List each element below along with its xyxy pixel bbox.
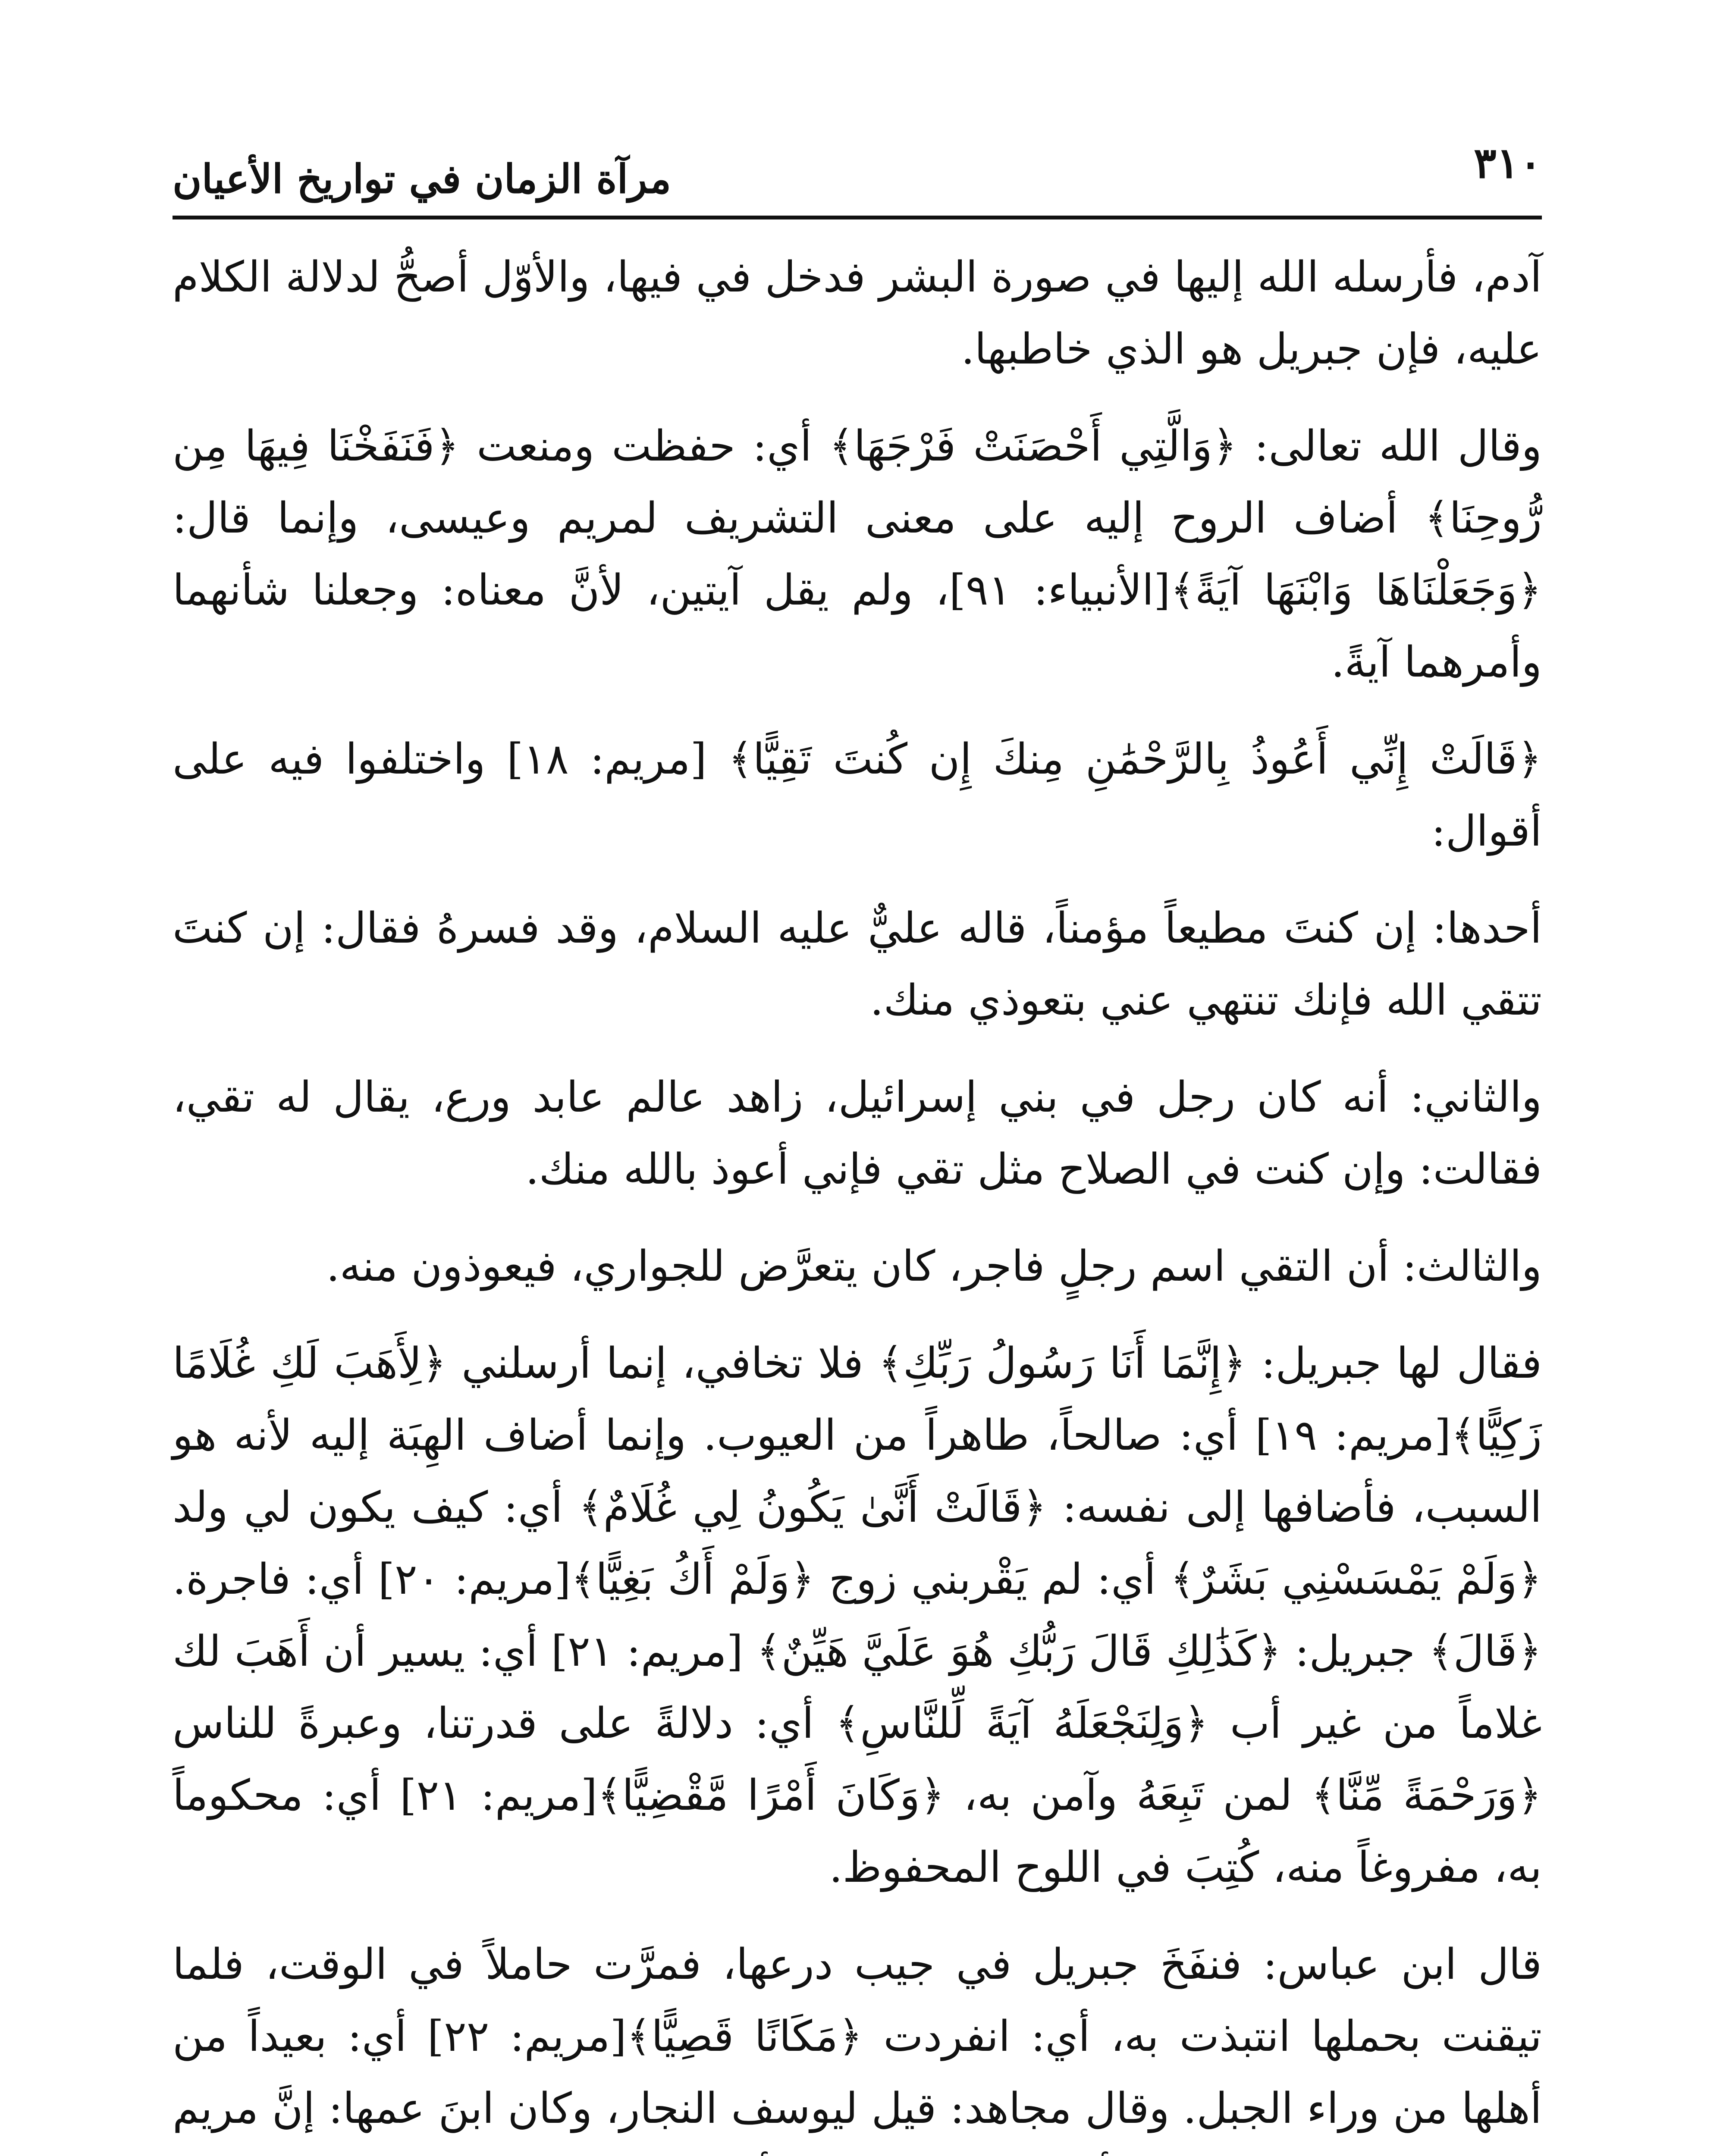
running-title: مرآة الزمان في تواريخ الأعيان [173, 156, 672, 202]
paragraph: قال ابن عباس: فنفَخَ جبريل في جيب درعها، فمرَّت حاملاً في الوقت، فلما تيقنت بحملها انتبذت به، أي: انفردت ﴿مَكَانًا قَصِيًّا﴾[مريم: ٢٢] أي: بعيداً من أهلها من وراء الجبل. وقال مجاهد: قيل ليوسف النجار، وكان ابنَ عمها: إنَّ مريم [173, 1940, 1542, 2133]
paragraph: أحدها: إن كنتَ مطيعاً مؤمناً، قاله عليٌّ عليه السلام، وقد فسرهُ فقال: إن كنتَ تتقي الله فإنك تنتهي عني بتعوذي منك. [173, 904, 1542, 1025]
paragraph: آدم، فأرسله الله إليها في صورة البشر فدخل في فيها، والأوّل أصحُّ لدلالة الكلام عليه، فإن جبريل هو الذي خاطبها. [173, 253, 1542, 374]
paragraph: والثاني: أنه كان رجل في بني إسرائيل، زاهد عالم عابد ورع، يقال له تقي، فقالت: وإن كنت في الصلاح مثل تقي فإني أعوذ بالله منك. [173, 1073, 1542, 1194]
paragraph: وقال الله تعالى: ﴿وَالَّتِي أَحْصَنَتْ فَرْجَهَا﴾ أي: حفظت ومنعت ﴿فَنَفَخْنَا فِيهَا مِن رُّوحِنَا﴾ أضاف الروح إليه على معنى التشريف لمريم وعيسى، وإنما قال: ﴿وَجَعَلْنَاهَا وَابْنَهَا آيَةً﴾[الأنبياء: ٩١]، ولم يقل آيتين، لأنَّ معناه: وجعلنا شأنهما وأمرهما آيةً. [173, 422, 1542, 687]
paragraph: فقال لها جبريل: ﴿إِنَّمَا أَنَا رَسُولُ رَبِّكِ﴾ فلا تخافي، إنما أرسلني ﴿لِأَهَبَ لَكِ غُلَامًا زَكِيًّا﴾[مريم: ١٩] أي: صالحاً، طاهراً من العيوب. وإنما أضاف الهِبَة إليه لأنه هو السبب، فأضافها إلى نفسه: ﴿قَالَتْ أَنَّىٰ يَكُونُ لِي غُلَامٌ﴾ أي: كيف يكون لي ولد ﴿وَلَمْ يَمْسَسْنِي بَشَرٌ﴾ أي: لم يَقْربني زوج ﴿وَلَمْ أَكُ بَغِيًّا﴾[مريم: ٢٠] أي: فاجرة. ﴿قَالَ﴾ جبريل: ﴿كَذَٰلِكِ قَالَ رَبُّكِ هُوَ عَلَيَّ هَيِّنٌ﴾ [مريم: ٢١] أي: يسير أن أَهَبَ لك غلاماً من غير أب ﴿وَلِنَجْعَلَهُ آيَةً لِّلنَّاسِ﴾ أي: دلالةً على قدرتنا، وعبرةً للناس ﴿وَرَحْمَةً مِّنَّا﴾ لمن تَبِعَهُ وآمن به، ﴿وَكَانَ أَمْرًا مَّقْضِيًّا﴾[مريم: ٢١] أي: محكوماً به، مفروغاً منه، كُتِبَ في اللوح المحفوظ. [173, 1339, 1542, 1892]
paragraph: والثالث: أن التقي اسم رجلٍ فاجر، كان يتعرَّض للجواري، فيعوذون منه. [326, 1242, 1542, 1291]
body-text [173, 241, 1542, 2156]
page-number: ٣١٠ [1474, 138, 1542, 188]
paragraph: ﴿قَالَتْ إِنِّي أَعُوذُ بِالرَّحْمَٰنِ مِنكَ إِن كُنتَ تَقِيًّا﴾ [مريم: ١٨] واختلفوا فيه على أقوال: [173, 735, 1542, 856]
page-header [173, 129, 1542, 216]
header-rule [173, 216, 1542, 219]
